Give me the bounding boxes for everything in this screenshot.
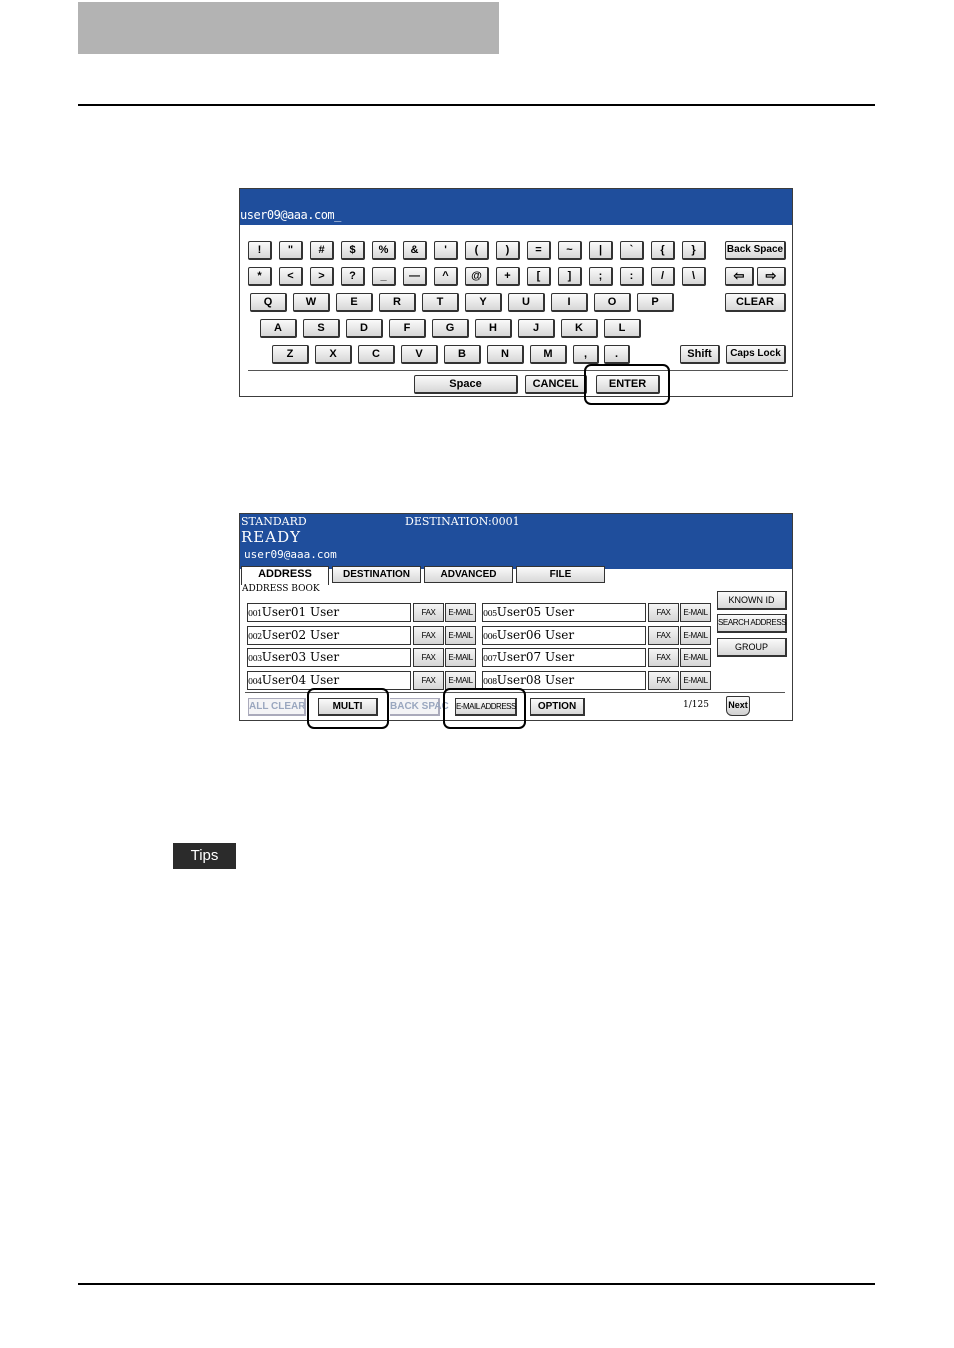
key-3-7[interactable]: K [561,319,598,338]
key-0-3[interactable]: $ [341,241,365,260]
entry-name: User08 User [496,672,575,687]
email-button[interactable]: E-MAIL [680,603,711,622]
address-entry[interactable] [247,603,411,622]
key-0-8[interactable]: ) [496,241,520,260]
address-entry[interactable] [247,626,411,645]
entry-name: User01 User [261,605,340,619]
email-button[interactable]: E-MAIL [445,671,476,690]
arrow-left-key[interactable]: ⇦ [725,267,754,286]
tab-address[interactable]: ADDRESS [241,566,329,585]
entered-address: user09@aaa.com [244,548,337,561]
key-0-2[interactable]: # [310,241,334,260]
destination-count: DESTINATION:0001 [405,515,520,528]
key-1-12[interactable]: : [620,267,644,286]
entry-number: 006 [483,631,497,641]
key-0-0[interactable]: ! [248,241,272,260]
key-3-2[interactable]: D [346,319,383,338]
key-2-7[interactable]: I [551,293,588,312]
email-address-button[interactable]: E-MAIL ADDRESS [455,698,517,716]
email-button[interactable]: E-MAIL [445,626,476,645]
entry-name: User02 User [261,627,340,642]
key-0-10[interactable]: ~ [558,241,582,260]
entry-name: User04 User [261,672,340,687]
keyboard-panel [239,188,793,397]
next-page-button[interactable]: Next [726,696,750,716]
key-1-7[interactable]: @ [465,267,489,286]
option-button[interactable]: OPTION [530,698,585,716]
address-input-field[interactable] [240,189,792,225]
key-2-1[interactable]: W [293,293,330,312]
address-book-label: ADDRESS BOOK [242,584,320,594]
key-2-2[interactable]: E [336,293,373,312]
key-0-4[interactable]: % [372,241,396,260]
key-3-1[interactable]: S [303,319,340,338]
address-divider [245,692,785,693]
key-3-4[interactable]: G [432,319,469,338]
key-1-6[interactable]: ^ [434,267,458,286]
entry-number: 008 [483,676,497,686]
address-screen-panel [239,513,793,721]
address-entry[interactable] [482,626,646,645]
key-3-8[interactable]: L [604,319,641,338]
fax-button[interactable]: FAX [648,671,679,690]
entry-name: User05 User [496,605,575,619]
key-3-6[interactable]: J [518,319,555,338]
shift-key[interactable]: Shift [680,345,720,364]
entry-number: 001 [248,609,262,618]
address-entry[interactable] [482,603,646,622]
key-3-3[interactable]: F [389,319,426,338]
email-button[interactable]: E-MAIL [680,648,711,667]
key-1-1[interactable]: < [279,267,303,286]
key-0-9[interactable]: = [527,241,551,260]
fax-button[interactable]: FAX [648,648,679,667]
top-rule [78,104,875,106]
keyboard-divider [248,370,788,371]
key-2-6[interactable]: U [508,293,545,312]
all-clear-button[interactable]: ALL CLEAR [248,698,306,716]
key-2-5[interactable]: Y [465,293,502,312]
entry-number: 007 [483,654,497,663]
space-key[interactable]: Space [414,375,518,394]
key-1-4[interactable]: _ [372,267,396,286]
fax-button[interactable]: FAX [413,671,444,690]
address-entry[interactable] [247,648,411,667]
key-4-2[interactable]: C [358,345,395,364]
key-1-10[interactable]: ] [558,267,582,286]
key-1-2[interactable]: > [310,267,334,286]
mode-label: STANDARD [241,515,307,528]
page-indicator: 1/125 [683,700,709,710]
key-2-0[interactable]: Q [250,293,287,312]
key-0-14[interactable]: } [682,241,706,260]
entry-name: User07 User [496,650,575,664]
key-0-6[interactable]: ' [434,241,458,260]
fax-button[interactable]: FAX [413,626,444,645]
key-1-11[interactable]: ; [589,267,613,286]
entry-number: 004 [248,676,262,686]
key-1-5[interactable]: — [403,267,427,286]
address-entry[interactable] [247,671,411,690]
email-button[interactable]: E-MAIL [445,648,476,667]
key-1-8[interactable]: + [496,267,520,286]
key-2-4[interactable]: T [422,293,459,312]
key-0-11[interactable]: | [589,241,613,260]
arrow-right-key[interactable]: ⇨ [757,267,786,286]
email-button[interactable]: E-MAIL [680,626,711,645]
multi-button[interactable]: MULTI [318,698,378,716]
entry-number: 003 [248,654,262,663]
key-3-5[interactable]: H [475,319,512,338]
key-4-0[interactable]: Z [272,345,309,364]
entry-name: User06 User [496,627,575,642]
key-0-7[interactable]: ( [465,241,489,260]
key-2-9[interactable]: P [637,293,674,312]
search-address-button[interactable]: SEARCH ADDRESS [717,614,787,633]
fax-button[interactable]: FAX [413,648,444,667]
bottom-rule [78,1283,875,1285]
email-button[interactable]: E-MAIL [445,603,476,622]
key-4-3[interactable]: V [401,345,438,364]
key-2-3[interactable]: R [379,293,416,312]
email-button[interactable]: E-MAIL [680,671,711,690]
key-0-12[interactable]: ` [620,241,644,260]
tab-advanced[interactable]: ADVANCED [424,566,513,583]
address-entry[interactable] [482,671,646,690]
tab-destination[interactable]: DESTINATION [332,566,421,583]
known-id-button[interactable]: KNOWN ID [717,591,787,610]
cancel-key[interactable]: CANCEL [525,375,587,394]
key-0-13[interactable]: { [651,241,675,260]
key-4-8[interactable]: . [604,345,630,364]
entry-name: User03 User [261,650,340,664]
caps-lock-key[interactable]: Caps Lock [726,345,786,364]
key-4-1[interactable]: X [315,345,352,364]
entry-number: 005 [483,609,497,618]
key-1-3[interactable]: ? [341,267,365,286]
key-1-14[interactable]: \ [682,267,706,286]
address-entry[interactable] [482,648,646,667]
back-space-button[interactable]: BACK SPAC [390,698,440,716]
key-4-6[interactable]: M [530,345,567,364]
tips-label: Tips [173,843,236,869]
key-0-5[interactable]: & [403,241,427,260]
status-header [240,514,792,569]
address-input-value: user09@aaa.com_ [240,208,341,222]
key-4-5[interactable]: N [487,345,524,364]
key-1-9[interactable]: [ [527,267,551,286]
back-space-key[interactable]: Back Space [725,241,786,260]
key-3-0[interactable]: A [260,319,297,338]
key-1-13[interactable]: / [651,267,675,286]
clear-key[interactable]: CLEAR [725,293,786,312]
header-bar [78,2,499,54]
key-1-0[interactable]: * [248,267,272,286]
group-button[interactable]: GROUP [717,638,787,657]
fax-button[interactable]: FAX [413,603,444,622]
key-0-1[interactable]: " [279,241,303,260]
key-4-7[interactable]: , [573,345,599,364]
key-2-8[interactable]: O [594,293,631,312]
fax-button[interactable]: FAX [648,626,679,645]
status-text: READY [241,528,302,546]
tab-file[interactable]: FILE [516,566,605,583]
entry-number: 002 [248,631,262,641]
key-4-4[interactable]: B [444,345,481,364]
fax-button[interactable]: FAX [648,603,679,622]
enter-key[interactable]: ENTER [596,375,660,394]
